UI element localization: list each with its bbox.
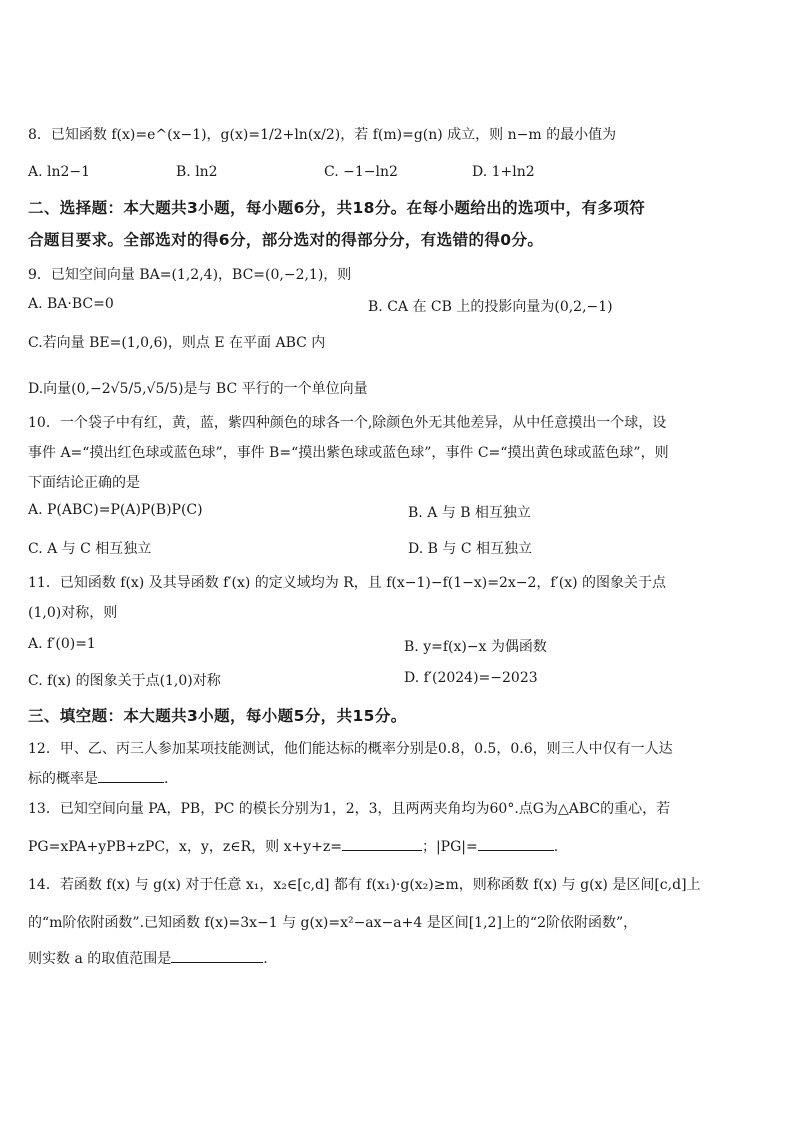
q10-line2: 事件 A=“摸出红色球或蓝色球”，事件 B=“摸出紫色球或蓝色球”，事件 C=“摸出黄色球或蓝色球”，则 bbox=[28, 445, 669, 461]
q9-option-c: C.若向量 BE=(1,0,6)，则点 E 在平面 ABC 内 bbox=[28, 335, 326, 351]
q13-line2-text: PG=xPA+yPB+zPC，x，y，z∈R，则 x+y+z= bbox=[28, 839, 342, 855]
section2-heading-line2: 合题目要求。全部选对的得6分，部分选对的得部分分，有选错的得0分。 bbox=[28, 231, 544, 249]
q8-stem: 8．已知函数 f(x)=e^(x−1)，g(x)=1/2+ln(x/2)，若 f(m)=g(n) 成立，则 n−m 的最小值为 bbox=[28, 127, 617, 143]
q14-line2: 的“m阶依附函数”.已知函数 f(x)=3x−1 与 g(x)=x²−ax−a+4 是区间[1,2]上的“2阶依附函数”， bbox=[28, 915, 638, 931]
q14-line1: 14．若函数 f(x) 与 g(x) 对于任意 x₁，x₂∈[c,d] 都有 f(x₁)·g(x₂)≥m，则称函数 f(x) 与 g(x) 是区间[c,d]上 bbox=[28, 877, 701, 893]
q8-option-b: B. ln2 bbox=[176, 164, 218, 180]
q10-line3: 下面结论正确的是 bbox=[28, 475, 140, 491]
q13-line1: 13．已知空间向量 PA，PB，PC 的模长分别为1，2，3，且两两夹角均为60°.点G为△ABC的重心，若 bbox=[28, 801, 671, 817]
q11-option-a: A. f′(0)=1 bbox=[28, 636, 96, 652]
q14-line3-end: . bbox=[263, 951, 268, 967]
q9-option-b: B. CA 在 CB 上的投影向量为(0,2,−1) bbox=[368, 299, 613, 315]
q9-option-d: D.向量(0,−2√5/5,√5/5)是与 BC 平行的一个单位向量 bbox=[28, 381, 368, 397]
q9-stem: 9．已知空间向量 BA=(1,2,4)，BC=(0,−2,1)，则 bbox=[28, 267, 352, 283]
q10-option-b: B. A 与 B 相互独立 bbox=[408, 505, 531, 521]
q12-answer-blank[interactable] bbox=[98, 770, 164, 783]
q13-answer-blank-2[interactable] bbox=[478, 838, 554, 851]
q10-line1: 10．一个袋子中有红，黄，蓝，紫四种颜色的球各一个,除颜色外无其他差异，从中任意摸出一个球，设 bbox=[28, 415, 667, 431]
q8-option-a: A. ln2−1 bbox=[28, 164, 91, 180]
q11-option-d: D. f′(2024)=−2023 bbox=[404, 670, 538, 686]
q12-line2 bbox=[28, 768, 168, 788]
q12-line1: 12．甲、乙、丙三人参加某项技能测试，他们能达标的概率分别是0.8，0.5，0.6，则三人中仅有一人达 bbox=[28, 741, 673, 757]
section2-heading-line1: 二、选择题：本大题共3小题，每小题6分，共18分。在每小题给出的选项中，有多项符 bbox=[28, 199, 646, 217]
q13-line2-mid: ；|PG|= bbox=[421, 839, 478, 855]
q14-answer-blank[interactable] bbox=[171, 950, 263, 963]
q11-option-c: C. f(x) 的图象关于点(1,0)对称 bbox=[28, 673, 221, 689]
q13-line2-end: . bbox=[553, 839, 559, 855]
q10-option-d: D. B 与 C 相互独立 bbox=[408, 541, 532, 557]
section3-heading: 三、填空题：本大题共3小题，每小题5分，共15分。 bbox=[28, 707, 407, 725]
q10-option-a: A. P(ABC)=P(A)P(B)P(C) bbox=[28, 502, 203, 518]
q10-option-c: C. A 与 C 相互独立 bbox=[28, 541, 152, 557]
q9-option-a: A. BA·BC=0 bbox=[28, 296, 114, 312]
q12-line2-text: 标的概率是 bbox=[28, 771, 98, 787]
q13-answer-blank-1[interactable] bbox=[342, 838, 422, 851]
q8-option-d: D. 1+ln2 bbox=[472, 164, 535, 180]
q14-line3-text: 则实数 a 的取值范围是 bbox=[28, 951, 172, 967]
q11-line2: (1,0)对称，则 bbox=[28, 605, 118, 621]
q11-option-b: B. y=f(x)−x 为偶函数 bbox=[404, 639, 547, 655]
q14-line3 bbox=[28, 948, 268, 968]
q13-line2 bbox=[28, 836, 558, 856]
q8-option-c: C. −1−ln2 bbox=[324, 164, 398, 180]
q12-line2-end: . bbox=[164, 771, 169, 787]
q11-line1: 11．已知函数 f(x) 及其导函数 f′(x) 的定义域均为 R，且 f(x−1)−f(1−x)=2x−2，f′(x) 的图象关于点 bbox=[28, 575, 667, 591]
